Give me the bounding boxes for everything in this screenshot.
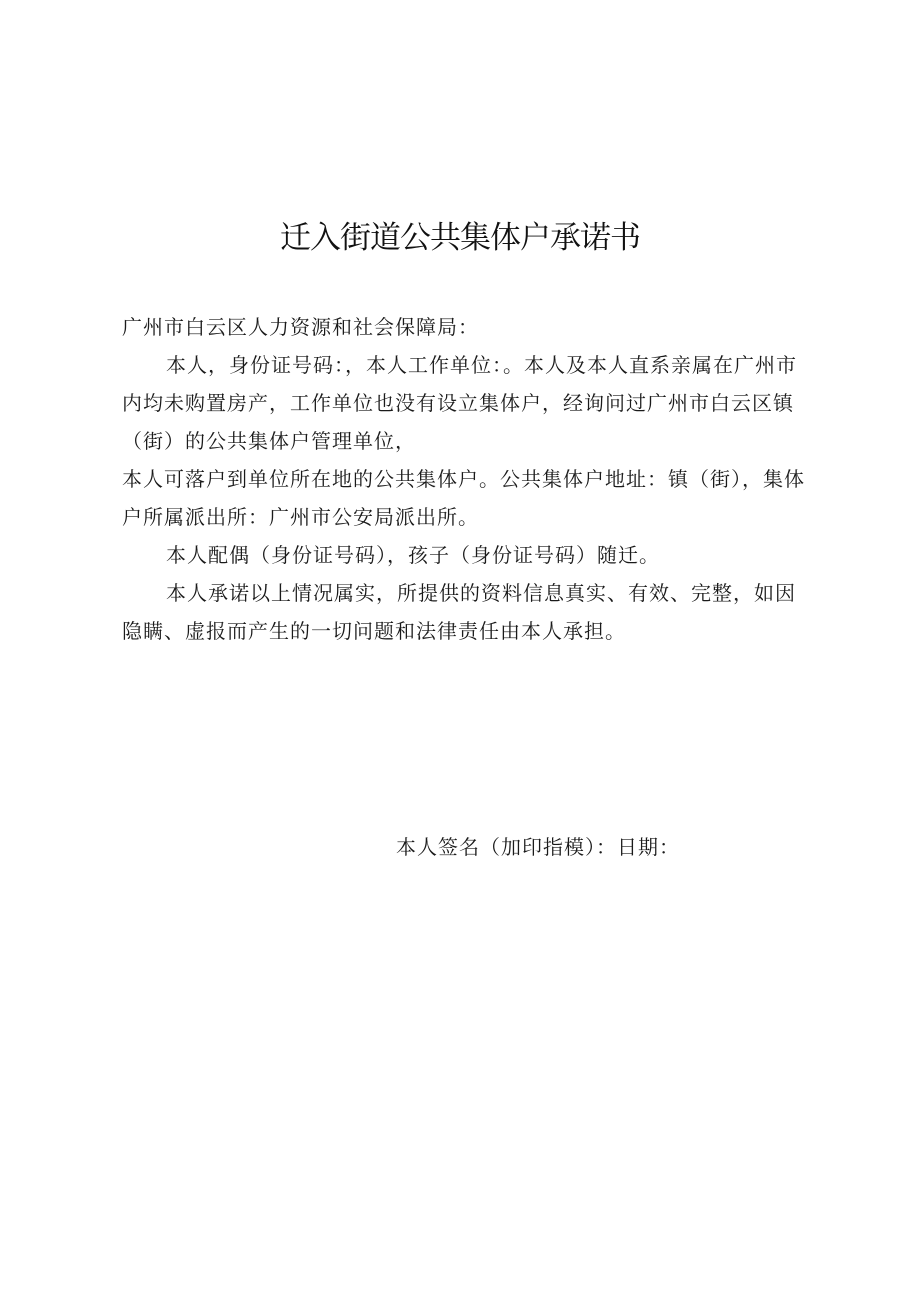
paragraph-collective-household: 本人可落户到单位所在地的公共集体户。公共集体户地址：镇（街），集体户所属派出所：广州市公安局派出所。 bbox=[122, 467, 805, 529]
paragraph-family-members: 本人配偶（身份证号码），孩子（身份证号码）随迁。 bbox=[166, 543, 660, 567]
paragraph-identity: 本人，身份证号码：，本人工作单位：。本人及本人直系亲属在广州市内均未购置房产，工作单位也没有设立集体户，经询问过广州市白云区镇（街）的公共集体户管理单位， bbox=[122, 353, 797, 453]
paragraph-commitment: 本人承诺以上情况属实，所提供的资料信息真实、有效、完整，如因隐瞒、虚报而产生的一切问题和法律责任由本人承担。 bbox=[122, 581, 796, 643]
document-body bbox=[122, 308, 812, 650]
document-title: 迁入街道公共集体户承诺书 bbox=[280, 220, 640, 256]
salutation: 广州市白云区人力资源和社会保障局： bbox=[122, 315, 479, 339]
signature-date-line: 本人签名（加印指模）：日期： bbox=[396, 835, 680, 859]
